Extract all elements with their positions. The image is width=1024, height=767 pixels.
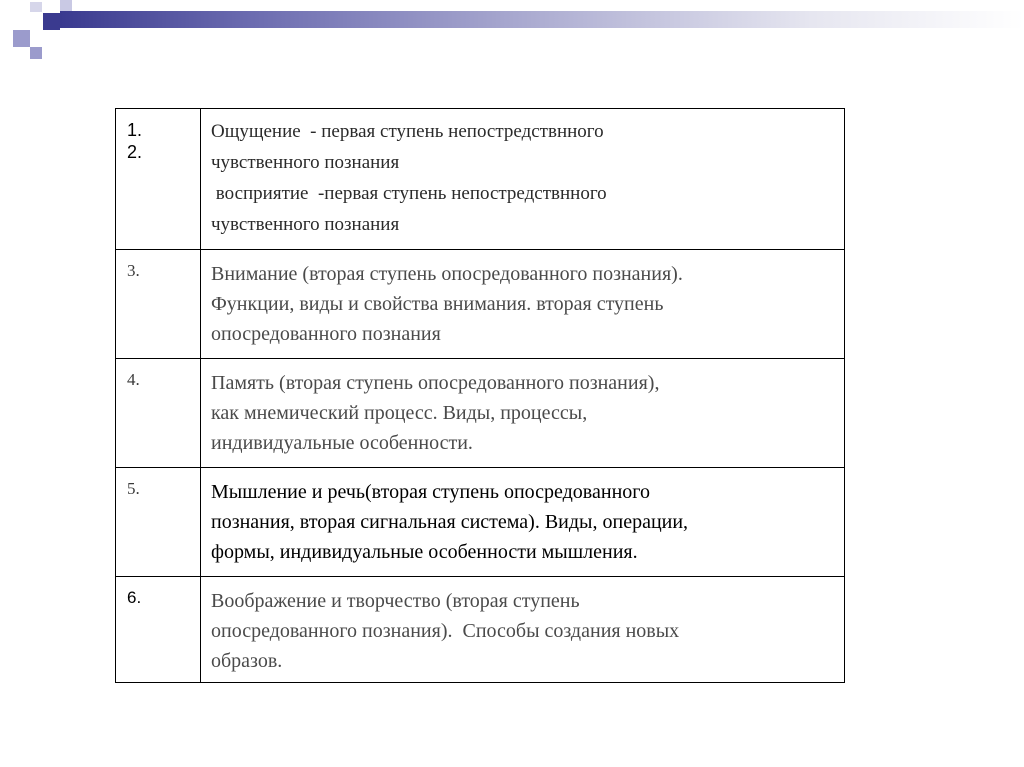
row-number: 6. [127, 588, 142, 607]
topic-cell [201, 359, 845, 468]
row-number: 3. [127, 261, 140, 280]
topic-line: опосредованного познания [211, 323, 441, 345]
topic-line: чувственного познания [211, 214, 400, 235]
table-row [116, 468, 845, 577]
table-row [116, 577, 845, 683]
topic-line: познания, вторая сигнальная система). Виды, операции, [211, 511, 689, 533]
topic-cell [201, 468, 845, 577]
number-cell [116, 250, 201, 359]
table-row [116, 359, 845, 468]
table-row [116, 109, 845, 250]
topic-line: Ощущение - первая ступень непостредствнного [211, 121, 604, 142]
number-cell [116, 359, 201, 468]
topic-line: индивидуальные особенности. [211, 432, 473, 454]
topic-cell [201, 109, 845, 250]
topics-table [115, 108, 845, 683]
deco-square-pale-2 [60, 0, 72, 11]
number-cell [116, 109, 201, 250]
deco-square-pale [30, 2, 42, 12]
topic-line: опосредованного познания). Способы создания новых [211, 620, 680, 642]
topic-line: Мышление и речь(вторая ступень опосредованного [211, 481, 650, 503]
topic-line: как мнемический процесс. Виды, процессы, [211, 402, 588, 424]
number-cell [116, 577, 201, 683]
row-number: 5. [127, 479, 140, 498]
topic-line: Память (вторая ступень опосредованного познания), [211, 372, 660, 394]
topic-line: Функции, виды и свойства внимания. вторая ступень [211, 293, 664, 315]
topic-line: восприятие -первая ступень непостредствнного [211, 183, 607, 204]
topic-line: Воображение и творчество (вторая ступень [211, 590, 580, 612]
number-cell [116, 468, 201, 577]
deco-square-mid [30, 47, 42, 59]
topic-cell [201, 250, 845, 359]
row-number: 1. [127, 120, 143, 140]
deco-square-light [13, 30, 30, 47]
header-gradient-bar [60, 11, 1024, 28]
topic-line: формы, индивидуальные особенности мышления. [211, 541, 638, 563]
topic-line: образов. [211, 650, 283, 672]
row-number: 4. [127, 370, 140, 389]
table-row [116, 250, 845, 359]
topic-cell [201, 577, 845, 683]
row-number: 2. [127, 142, 143, 162]
deco-square-dark [43, 13, 60, 30]
topic-line: Внимание (вторая ступень опосредованного познания). [211, 263, 683, 285]
topic-line: чувственного познания [211, 152, 400, 173]
